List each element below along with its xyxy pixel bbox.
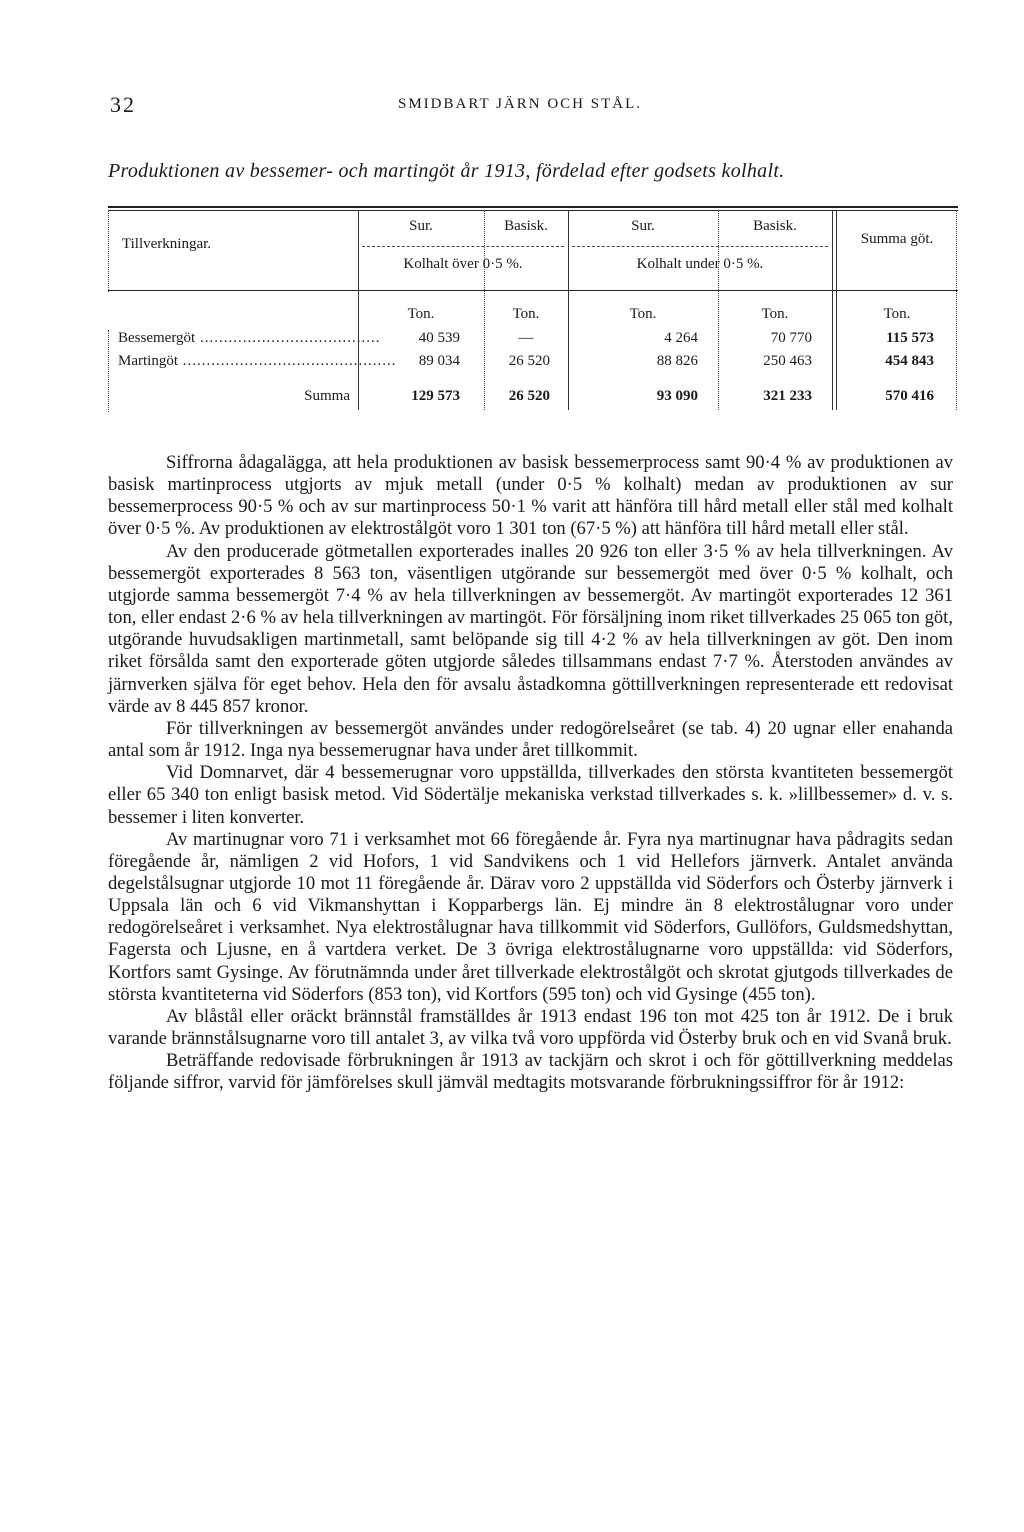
column-header-summa: Summa göt.	[860, 231, 934, 247]
table-divider-4	[832, 210, 833, 410]
table-caption: Produktionen av bessemer- och martingöt år 1913, fördelad efter godsets kolhalt.	[108, 160, 785, 182]
group-rule-2	[572, 246, 828, 247]
unit-label: Ton.	[883, 306, 911, 322]
paragraph: Av martinugnar voro 71 i verksamhet mot 66 föregående år. Fyra nya martinugnar hava pådragits sedan föregående år, nämligen 2 vid Hofors, 1 vid Sandvikens och 1 vid Hellefors järnverk. Antalet använda degelstålsugnar utgjorde 10 mot 11 föregående år. Därav voro 2 uppställda vid Söderfors och Österby järnverk i Uppsala län och 6 vid Vikmanshyttan i Kopparbergs län. Ej mindre än 8 elektrostålugnar voro under redogörelseåret i verksamhet. Nya elektrostålugnar hava tillkommit vid Söderfors, Gullöfors, Guldsmedshyttan, Fagersta och Ljusne, en å vartdera verket. De 3 övriga elektrostålugnarne voro uppställda: vid Söderfors, Kortfors samt Gysinge. Av förutnämnda under året tillverkade elektrostålgöt och skrotat gjutgods tillverkades de största kvantiteterna vid Söderfors (853 ton), vid Kortfors (595 ton) och vid Gysinge (455 ton).	[108, 828, 953, 1005]
table-left-border	[108, 210, 109, 292]
column-header-basisk-1: Basisk.	[504, 218, 548, 234]
table-cell-total: 321 233	[763, 388, 812, 404]
group-rule-1	[362, 246, 564, 247]
table-cell: 88 826	[656, 353, 698, 369]
stub-header: Tillverkningar.	[122, 236, 212, 252]
unit-label: Ton.	[407, 306, 435, 322]
table-cell: 40 539	[418, 330, 460, 346]
table-header-rule	[108, 290, 958, 291]
page-number: 32	[110, 92, 136, 117]
table-cell-total: 115 573	[886, 330, 934, 346]
table-top-rule	[108, 206, 958, 208]
table-cell: 4 264	[664, 330, 698, 346]
paragraph: Av blåstål eller oräckt brännstål framställdes år 1913 endast 196 ton mot 425 ton år 1912. De i bruk varande brännstålsugnarne voro till antalet 3, av vilka två voro uppförda vid Österby bruk och en vid Svanå bruk.	[108, 1005, 953, 1050]
group-header-under: Kolhalt under 0·5 %.	[636, 256, 764, 272]
paragraph: För tillverkningen av bessemergöt användes under redogörelseåret (se tab. 4) 20 ugnar eller enahanda antal som år 1912. Inga nya bessemerugnar hava under året tillkommit.	[108, 717, 953, 762]
running-title: SMIDBART JÄRN OCH STÅL.	[398, 96, 643, 112]
body-text	[108, 452, 953, 1095]
table-cell-total: 26 520	[508, 388, 550, 404]
unit-label: Ton.	[512, 306, 540, 322]
table-cell-total: 570 416	[885, 388, 934, 404]
table-cell: —	[518, 330, 534, 346]
column-header-sur-2: Sur.	[631, 218, 655, 234]
table-top-rule-thin	[108, 210, 958, 211]
table-cell: 89 034	[418, 353, 460, 369]
paragraph: Av den producerade götmetallen exporterades inalles 20 926 ton eller 3·5 % av hela tillverkningen. Av bessemergöt exporterades 8 563 ton, väsentligen utgörande sur bessemergöt med över 0·5 % kolhalt, och utgjorde samma bessemergöt 7·4 % av hela tillverkningen av bessemergöt. Av martingöt exporterades 12 361 ton, eller endast 2·6 % av hela tillverkningen av martingöt. För försäljning inom riket tillverkades 25 065 ton göt, utgörande huvudsakligen martinmetall, samt belöpande sig till 4·2 % av hela tillverkningen av göt. Den inom riket försålda samt den exporterade göten utgjorde således tillsammans endast 7·7 %. Återstoden användes av järnverken själva för eget behov. Hela den för avsalu åstadkomna göttillverkningen representerade ett redovisat värde av 8 445 857 kronor.	[108, 540, 953, 717]
table-cell-total: 454 843	[885, 353, 934, 369]
table-cell: 70 770	[770, 330, 812, 346]
paragraph: Siffrorna ådagalägga, att hela produktionen av basisk bessemerprocess samt 90·4 % av produktionen av basisk martinprocess utgjorts av mjuk metall (under 0·5 % kolhalt) medan av produktionen av sur bessemerprocess 90·5 % och av sur martinprocess 50·1 % varit att hänföra till hård metall eller stål med kolhalt över 0·5 %. Av produktionen av elektrostålgöt voro 1 301 ton (67·5 %) att hänföra till hård metall eller stål.	[108, 452, 953, 540]
table-cell-total: 93 090	[656, 388, 698, 404]
unit-label: Ton.	[761, 306, 789, 322]
total-label: Summa	[304, 388, 350, 404]
paragraph: Beträffande redovisade förbrukningen år 1913 av tackjärn och skrot i och för göttillverkning meddelas följande siffror, varvid för jämförelses skull jämväl medtagits motsvarande förbrukningssiffror för år 1912:	[108, 1050, 953, 1094]
table-right-border	[956, 210, 957, 410]
table-cell: 26 520	[508, 353, 550, 369]
unit-label: Ton.	[629, 306, 657, 322]
row-label: Bessemergöt ......................................	[118, 330, 381, 346]
paragraph: Vid Domnarvet, där 4 bessemerugnar voro uppställda, tillverkades den största kvantiteten bessemergöt eller 65 340 ton enligt basisk metod. Vid Södertälje mekaniska verkstad tillverkades s. k. »lillbessemer» d. v. s. bessemer i liten konverter.	[108, 762, 953, 828]
row-label: Martingöt .............................................	[118, 353, 397, 369]
table-cell-total: 129 573	[411, 388, 460, 404]
table-divider-4b	[836, 210, 837, 410]
group-header-over: Kolhalt över 0·5 %.	[403, 256, 523, 272]
column-header-sur-1: Sur.	[409, 218, 433, 234]
column-header-basisk-2: Basisk.	[753, 218, 797, 234]
table-left-border-body	[108, 330, 109, 412]
table-cell: 250 463	[763, 353, 812, 369]
